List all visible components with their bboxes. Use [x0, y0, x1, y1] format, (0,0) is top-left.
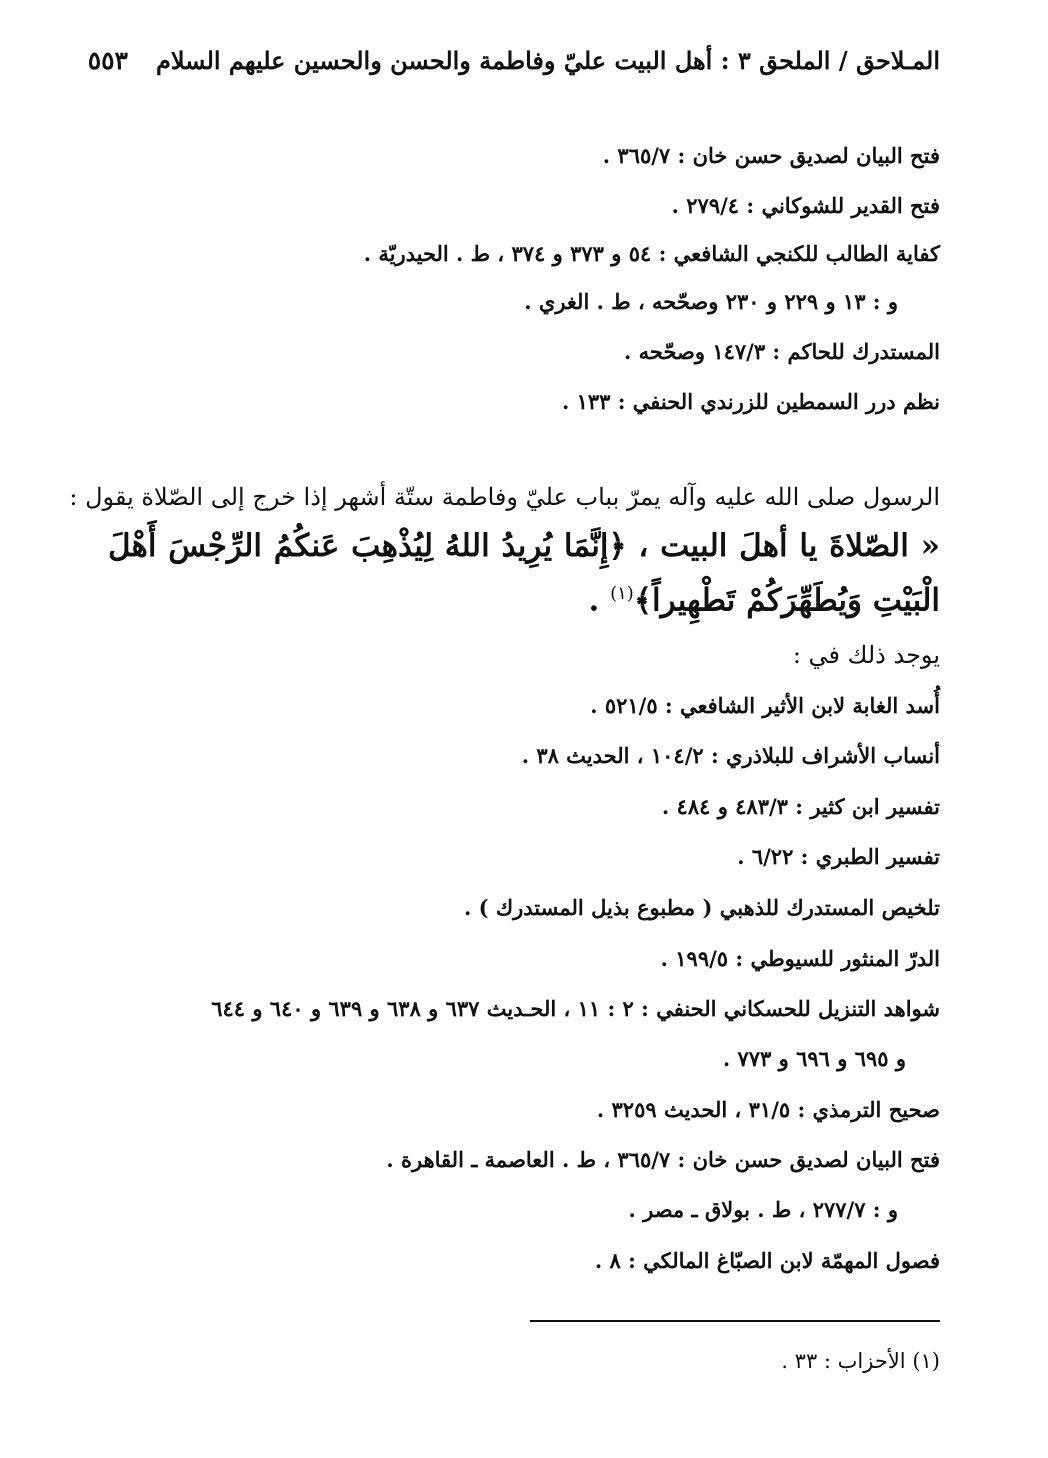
- footnote-marker: (١): [610, 583, 634, 604]
- reference-line: شواهد التنزيل للحسكاني الحنفي : ٢ : ١١ ، الحـديث ٦٣٧ و ٦٣٨ و ٦٣٩ و ٦٤٠ و ٦٤٤: [211, 996, 940, 1021]
- reference-line: كفاية الطالب للكنجي الشافعي : ٥٤ و ٣٧٣ و ٣٧٤ ، ط . الحيدريّة .: [363, 241, 940, 266]
- reference-line: المستدرك للحاكم : ١٤٧/٣ وصحّحه .: [624, 339, 940, 364]
- hadith-quote: [108, 522, 940, 624]
- reference-line: الدرّ المنثور للسيوطي : ١٩٩/٥ .: [660, 946, 940, 971]
- header-title: المـلاحق / الملحق ٣ : أهل البيت عليّ وفاطمة والحسن والحسين عليهم السلام: [155, 45, 940, 75]
- hadith-text: « الصّلاةَ يا أهلَ البيت ، ﴿إِنَّمَا يُرِيدُ اللهُ لِيُذْهِبَ عَنكُمُ الرِّجْسَ أَهْلَ الْبَيْتِ وَيُطَهِّرَكُمْ تَطْهِيراً﴾: [108, 528, 940, 619]
- reference-line: و : ١٣ و ٢٢٩ و ٢٣٠ وصحّحه ، ط . الغري .: [524, 289, 898, 314]
- running-header: [87, 40, 940, 80]
- reference-line: تفسير ابن كثير : ٤٨٣/٣ و ٤٨٤ .: [661, 794, 940, 819]
- reference-line: فتح القدير للشوكاني : ٢٧٩/٤ .: [671, 193, 940, 218]
- reference-line: و ٦٩٥ و ٦٩٦ و ٧٧٣ .: [722, 1046, 906, 1071]
- reference-line: أنساب الأشراف للبلاذري : ١٠٤/٢ ، الحديث ٣٨ .: [521, 743, 940, 768]
- reference-line: فتح البيان لصديق حسن خان : ٣٦٥/٧ .: [602, 143, 940, 168]
- reference-line: نظم درر السمطين للزرندي الحنفي : ١٣٣ .: [561, 389, 940, 414]
- reference-line: تفسير الطبري : ٦/٢٢ .: [737, 844, 940, 869]
- page-number: ٥٥٣: [87, 45, 128, 75]
- reference-line: صحيح الترمذي : ٣١/٥ ، الحديث ٣٢٥٩ .: [596, 1097, 940, 1122]
- found-in-label: يوجد ذلك في :: [792, 641, 940, 669]
- hadith-intro: الرسول صلى الله عليه وآله يمرّ بباب عليّ وفاطمة ستّة أشهر إذا خرج إلى الصّلاة يقول :: [69, 483, 940, 511]
- reference-line: فتح البيان لصديق حسن خان : ٣٦٥/٧ ، ط . العاصمة ـ القاهرة .: [386, 1147, 940, 1172]
- hadith-end: .: [588, 582, 611, 619]
- reference-line: تلخيص المستدرك للذهبي ( مطبوع بذيل المستدرك ) .: [463, 895, 940, 920]
- reference-line: أُسد الغابة لابن الأثير الشافعي : ٥٢١/٥ .: [590, 693, 940, 718]
- footnote: (١) الأحزاب : ٣٣ .: [781, 1349, 940, 1373]
- footnote-separator: [530, 1320, 940, 1322]
- reference-line: فصول المهمّة لابن الصبّاغ المالكي : ٨ .: [594, 1248, 940, 1273]
- reference-line: و : ٢٧٧/٧ ، ط . بولاق ـ مصر .: [628, 1197, 898, 1222]
